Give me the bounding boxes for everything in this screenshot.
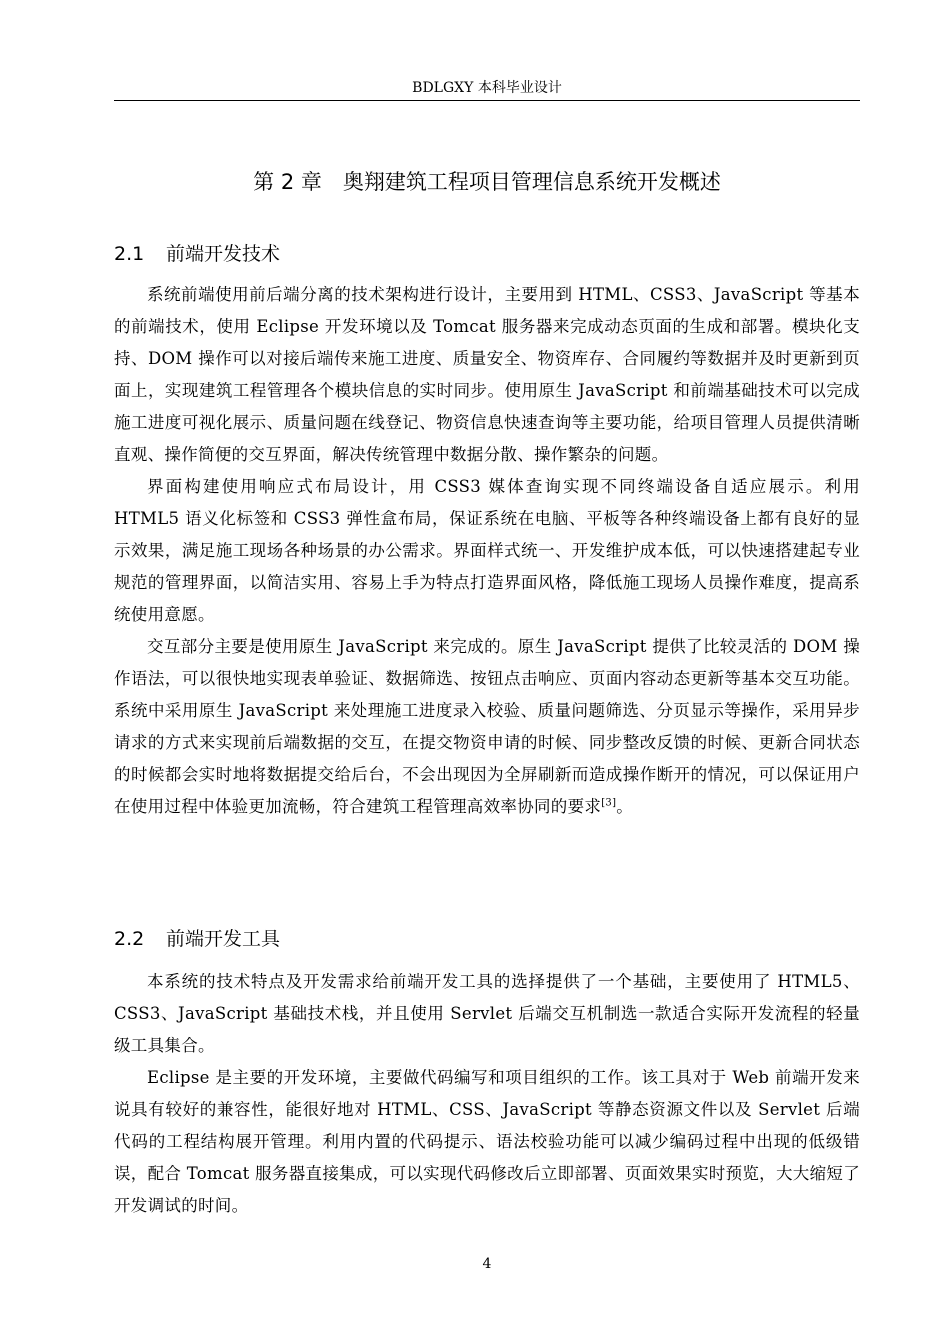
chapter-title: 第 2 章 奥翔建筑工程项目管理信息系统开发概述 (253, 170, 721, 194)
citation-marker: [3] (601, 797, 617, 809)
paragraph-closing: 。 (616, 797, 634, 816)
paragraph-text: 交互部分主要是使用原生 JavaScript 来完成的。原生 JavaScript 提供了比较灵活的 DOM 操作语法，可以很快地实现表单验证、数据筛选、按钮点击响应、页面内容动态更新等基本交互功能。系统中采用原生 JavaScript 来处理施工进度录入校验、质量问题筛选、分页显示等操作，采用异步请求的方式来实现前后端数据的交互，在提交物资申请的时候、同步整改反馈的时候、更新合同状态的时候都会实时地将数据提交给后台，不会出现因为全屏刷新而造成操作断开的情况，可以保证用户在使用过程中体验更加流畅，符合建筑工程管理高效率协同的要求 (114, 637, 860, 816)
section-body-2-2 (114, 966, 860, 1222)
paragraph (114, 631, 860, 823)
header-rule (114, 100, 860, 101)
paragraph: 本系统的技术特点及开发需求给前端开发工具的选择提供了一个基础，主要使用了 HTML5、CSS3、JavaScript 基础技术栈，并且使用 Servlet 后端交互机制选一款适合实际开发流程的轻量级工具集合。 (114, 972, 860, 1055)
section-heading-2-1 (114, 241, 860, 267)
paragraph: 系统前端使用前后端分离的技术架构进行设计，主要用到 HTML、CSS3、JavaScript 等基本的前端技术，使用 Eclipse 开发环境以及 Tomcat 服务器来完成动态页面的生成和部署。模块化支持、DOM 操作可以对接后端传来施工进度、质量安全、物资库存、合同履约等数据并及时更新到页面上，实现建筑工程管理各个模块信息的实时同步。使用原生 JavaScript 和前端基础技术可以完成施工进度可视化展示、质量问题在线登记、物资信息快速查询等主要功能，给项目管理人员提供清晰直观、操作简便的交互界面，解决传统管理中数据分散、操作繁杂的问题。 (114, 285, 860, 464)
paragraph: 界面构建使用响应式布局设计，用 CSS3 媒体查询实现不同终端设备自适应展示。利用 HTML5 语义化标签和 CSS3 弹性盒布局，保证系统在电脑、平板等各种终端设备上都有良好的显示效果，满足施工现场各种场景的办公需求。界面样式统一、开发维护成本低，可以快速搭建起专业规范的管理界面，以简洁实用、容易上手为特点打造界面风格，降低施工现场人员操作难度，提高系统使用意愿。 (114, 477, 860, 624)
page-number: 4 (482, 1256, 492, 1272)
section-body-2-1 (114, 279, 860, 823)
section-number: 2.1 (114, 243, 145, 265)
section-heading-2-2 (114, 926, 860, 952)
document-page (114, 0, 860, 1344)
running-header: BDLGXY 本科毕业设计 (412, 80, 562, 96)
paragraph: Eclipse 是主要的开发环境，主要做代码编写和项目组织的工作。该工具对于 Web 前端开发来说具有较好的兼容性，能很好地对 HTML、CSS、JavaScript 等静态资源文件以及 Servlet 后端代码的工程结构展开管理。利用内置的代码提示、语法校验功能可以减少编码过程中出现的低级错误，配合 Tomcat 服务器直接集成，可以实现代码修改后立即部署、页面效果实时预览，大大缩短了开发调试的时间。 (114, 1068, 860, 1215)
section-number: 2.2 (114, 928, 145, 950)
section-title: 前端开发工具 (166, 928, 281, 950)
section-title: 前端开发技术 (166, 243, 281, 265)
